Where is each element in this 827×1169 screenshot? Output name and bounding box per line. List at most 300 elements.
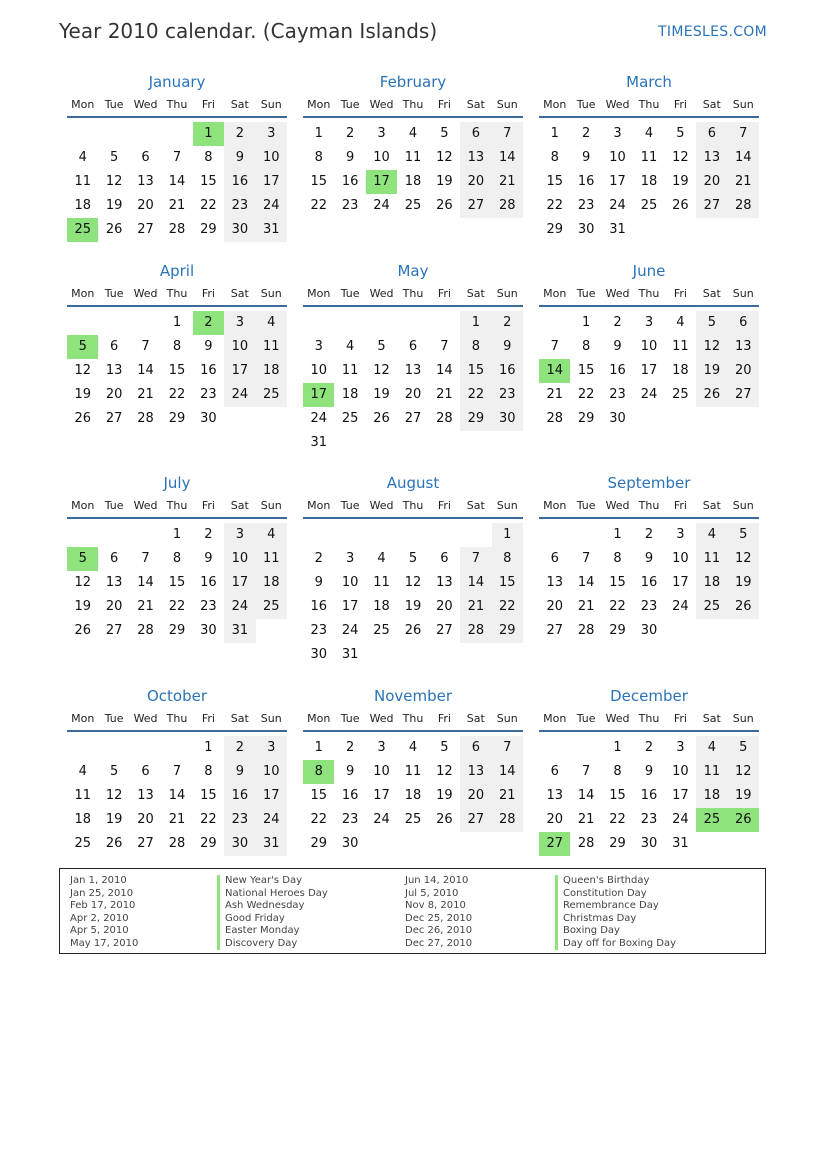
day-cell: 13 (137, 788, 154, 803)
day-cell: 21 (546, 387, 563, 402)
month-february (303, 70, 523, 262)
day-cell: 2 (204, 527, 213, 542)
day-cell: 29 (200, 222, 217, 237)
weekday-label: Mon (71, 499, 95, 512)
day-cell: 10 (672, 764, 689, 779)
day-cell: 10 (341, 575, 359, 590)
weekday-label: Thu (166, 712, 188, 725)
weekday-label: Sun (496, 499, 518, 512)
weekday-label: Fri (673, 287, 687, 300)
day-cell: 22 (609, 599, 626, 614)
day-cell: 26 (436, 198, 453, 213)
day-cell: 10 (256, 760, 287, 784)
weekday-label: Sat (230, 287, 249, 300)
day-cell: 29 (609, 623, 626, 638)
weekday-header (539, 708, 759, 732)
month-name: October (146, 687, 208, 705)
day-cell: 5 (676, 126, 685, 141)
day-cell: 9 (314, 575, 323, 590)
day-cell: 4 (408, 740, 418, 755)
day-cell: 28 (577, 623, 595, 638)
day-grid (539, 519, 759, 663)
day-cell: 24 (672, 599, 689, 614)
day-cell: 3 (676, 527, 685, 542)
day-cell: 9 (345, 150, 355, 165)
month-october (67, 684, 287, 876)
day-cell: 14 (168, 174, 186, 189)
weekday-label: Fri (201, 98, 215, 111)
weekday-label: Sun (496, 712, 518, 725)
day-cell: 5 (440, 126, 449, 141)
day-cell: 8 (204, 150, 213, 165)
day-cell: 3 (644, 315, 654, 330)
day-cell: 21 (492, 784, 523, 808)
day-cell: 18 (341, 387, 359, 402)
day-cell: 14 (728, 146, 759, 170)
weekday-label: Wed (605, 98, 630, 111)
day-cell: 18 (74, 812, 91, 827)
day-cell: 15 (310, 788, 327, 803)
day-cell: 30 (492, 407, 523, 431)
day-cell: 9 (581, 150, 591, 165)
day-cell: 19 (373, 387, 390, 402)
day-cell: 3 (377, 126, 386, 141)
weekday-label: Thu (638, 287, 660, 300)
day-cell: 1 (204, 740, 213, 755)
day-cell: 13 (105, 575, 123, 590)
day-cell: 6 (440, 551, 449, 566)
day-cell: 23 (577, 198, 595, 213)
day-cell: 11 (404, 150, 422, 165)
day-cell: 6 (550, 551, 559, 566)
day-cell: 24 (640, 387, 658, 402)
legend-date: Feb 17, 2010 (70, 900, 136, 911)
day-cell: 2 (224, 122, 255, 146)
day-cell: 1 (460, 311, 491, 335)
weekday-label: Wed (605, 287, 630, 300)
weekday-header (67, 94, 287, 118)
day-cell: 8 (581, 339, 591, 354)
weekday-label: Thu (638, 499, 660, 512)
day-cell: 21 (168, 198, 186, 213)
weekday-header (539, 495, 759, 519)
day-cell: 10 (609, 150, 626, 165)
day-cell: 2 (644, 527, 654, 542)
day-cell: 1 (613, 527, 622, 542)
day-cell: 20 (546, 599, 563, 614)
legend-holiday-name: National Heroes Day (217, 888, 328, 901)
weekday-label: Tue (340, 712, 360, 725)
day-cell: 6 (109, 339, 119, 354)
day-cell: 4 (256, 523, 287, 547)
day-cell: 13 (728, 335, 759, 359)
weekday-label: Thu (166, 287, 188, 300)
day-cell: 16 (224, 170, 255, 194)
day-cell: 22 (546, 198, 563, 213)
day-cell: 17 (224, 359, 255, 383)
weekday-label: Mon (543, 287, 567, 300)
day-cell: 1 (314, 740, 323, 755)
day-cell: 17 (609, 174, 626, 189)
weekday-label: Sun (732, 287, 754, 300)
day-cell: 5 (109, 150, 119, 165)
legend-date: Jan 25, 2010 (70, 887, 134, 899)
day-cell: 18 (404, 788, 422, 803)
holiday-day-cell: 25 (696, 808, 727, 832)
legend-holiday-name: Christmas Day (555, 913, 636, 926)
day-cell: 19 (74, 387, 91, 402)
day-cell: 31 (672, 836, 689, 851)
day-cell: 19 (436, 174, 453, 189)
day-cell: 24 (256, 808, 287, 832)
day-cell: 29 (609, 836, 626, 851)
weekday-label: Sat (466, 98, 485, 111)
month-may (303, 259, 523, 451)
day-cell: 26 (436, 812, 453, 827)
day-cell: 15 (460, 359, 491, 383)
day-cell: 9 (224, 760, 255, 784)
day-cell: 5 (696, 311, 727, 335)
weekday-label: Fri (673, 499, 687, 512)
weekday-label: Mon (71, 287, 95, 300)
day-cell: 27 (460, 808, 491, 832)
day-cell: 4 (644, 126, 654, 141)
weekday-label: Sun (732, 712, 754, 725)
holiday-day-cell: 25 (67, 218, 98, 242)
day-cell: 5 (408, 551, 418, 566)
day-cell: 15 (168, 363, 186, 378)
month-january (67, 70, 287, 262)
day-cell: 11 (373, 575, 390, 590)
day-cell: 9 (644, 551, 654, 566)
day-cell: 12 (404, 575, 422, 590)
holiday-day-cell: 2 (193, 311, 224, 335)
day-cell: 18 (373, 599, 390, 614)
month-name: February (379, 73, 447, 91)
day-cell: 6 (550, 764, 559, 779)
day-cell: 29 (492, 619, 523, 643)
month-july (67, 471, 287, 663)
legend-holiday-name: Easter Monday (217, 925, 300, 938)
day-cell: 14 (137, 363, 154, 378)
weekday-label: Wed (133, 499, 158, 512)
day-cell: 10 (373, 764, 390, 779)
weekday-label: Mon (307, 712, 331, 725)
day-cell: 30 (200, 623, 217, 638)
weekday-label: Sat (702, 98, 721, 111)
day-cell: 26 (728, 595, 759, 619)
day-cell: 6 (696, 122, 727, 146)
day-cell: 14 (492, 760, 523, 784)
day-cell: 13 (137, 174, 154, 189)
day-cell: 13 (696, 146, 727, 170)
weekday-label: Fri (673, 712, 687, 725)
site-link[interactable]: TIMESLES.COM (658, 24, 767, 40)
day-cell: 9 (613, 339, 622, 354)
day-cell: 27 (137, 836, 154, 851)
day-cell: 30 (200, 411, 217, 426)
day-cell: 1 (172, 527, 182, 542)
day-cell: 17 (224, 571, 255, 595)
day-cell: 12 (728, 547, 759, 571)
day-cell: 7 (581, 551, 591, 566)
day-cell: 2 (224, 736, 255, 760)
day-cell: 30 (640, 836, 658, 851)
day-cell: 30 (640, 623, 658, 638)
day-cell: 12 (373, 363, 390, 378)
day-cell: 21 (492, 170, 523, 194)
weekday-header (539, 283, 759, 307)
day-cell: 9 (644, 764, 654, 779)
day-cell: 1 (172, 315, 182, 330)
day-cell: 28 (577, 836, 595, 851)
day-cell: 16 (640, 788, 658, 803)
day-cell: 6 (728, 311, 759, 335)
weekday-label: Tue (104, 712, 124, 725)
day-cell: 17 (373, 788, 390, 803)
month-name: April (159, 262, 195, 280)
day-cell: 22 (310, 812, 327, 827)
day-grid (539, 732, 759, 876)
legend-date: Dec 25, 2010 (405, 912, 473, 924)
month-name: November (373, 687, 453, 705)
day-cell: 31 (256, 218, 287, 242)
weekday-header (303, 708, 523, 732)
weekday-label: Sat (702, 287, 721, 300)
legend-holiday-name: New Year's Day (217, 875, 302, 888)
day-cell: 28 (168, 836, 186, 851)
day-cell: 12 (436, 764, 453, 779)
day-cell: 7 (728, 122, 759, 146)
day-cell: 6 (460, 122, 491, 146)
day-cell: 15 (492, 571, 523, 595)
day-cell: 3 (224, 523, 255, 547)
day-cell: 9 (204, 551, 213, 566)
weekday-label: Thu (638, 712, 660, 725)
day-cell: 23 (609, 387, 626, 402)
day-cell: 6 (141, 764, 150, 779)
day-cell: 10 (672, 551, 689, 566)
legend-holiday-name: Good Friday (217, 913, 285, 926)
day-grid (303, 307, 523, 451)
day-cell: 21 (728, 170, 759, 194)
day-cell: 1 (613, 740, 622, 755)
day-cell: 13 (460, 760, 491, 784)
day-cell: 19 (672, 174, 689, 189)
month-june (539, 259, 759, 451)
day-cell: 26 (74, 411, 91, 426)
weekday-label: Sun (496, 98, 518, 111)
day-cell: 11 (640, 150, 658, 165)
day-cell: 8 (492, 547, 523, 571)
day-grid (67, 307, 287, 451)
day-cell: 14 (137, 575, 154, 590)
day-cell: 16 (640, 575, 658, 590)
day-cell: 3 (613, 126, 622, 141)
day-cell: 11 (256, 335, 287, 359)
weekday-label: Fri (201, 499, 215, 512)
legend-date: Jul 5, 2010 (405, 887, 459, 899)
day-cell: 15 (577, 363, 595, 378)
day-cell: 2 (613, 315, 622, 330)
day-cell: 25 (341, 411, 359, 426)
day-cell: 28 (137, 411, 154, 426)
day-cell: 4 (78, 764, 87, 779)
weekday-label: Wed (133, 287, 158, 300)
day-cell: 3 (345, 551, 355, 566)
month-name: January (148, 73, 206, 91)
day-cell: 1 (550, 126, 559, 141)
legend-date: Apr 5, 2010 (70, 925, 129, 936)
day-cell: 8 (204, 764, 213, 779)
month-name: September (607, 474, 691, 492)
day-cell: 14 (436, 363, 453, 378)
day-cell: 13 (436, 575, 453, 590)
day-cell: 18 (404, 174, 422, 189)
day-cell: 24 (672, 812, 689, 827)
day-cell: 4 (676, 315, 685, 330)
day-cell: 25 (404, 812, 422, 827)
day-cell: 15 (310, 174, 327, 189)
day-cell: 17 (256, 784, 287, 808)
day-cell: 30 (577, 222, 595, 237)
day-cell: 28 (728, 194, 759, 218)
day-cell: 20 (105, 387, 123, 402)
day-cell: 20 (728, 359, 759, 383)
day-cell: 20 (137, 812, 154, 827)
weekday-header (67, 708, 287, 732)
day-cell: 31 (256, 832, 287, 856)
day-cell: 22 (200, 198, 217, 213)
day-cell: 25 (404, 198, 422, 213)
weekday-label: Tue (104, 499, 124, 512)
day-cell: 6 (408, 339, 418, 354)
weekday-header (67, 283, 287, 307)
day-grid (539, 307, 759, 451)
day-cell: 25 (640, 198, 658, 213)
day-cell: 7 (440, 339, 449, 354)
day-cell: 21 (460, 595, 491, 619)
weekday-label: Sat (230, 712, 249, 725)
weekday-label: Mon (71, 98, 95, 111)
day-cell: 10 (640, 339, 658, 354)
day-cell: 31 (341, 647, 359, 662)
weekday-label: Fri (201, 712, 215, 725)
day-cell: 8 (460, 335, 491, 359)
day-cell: 12 (74, 575, 91, 590)
day-cell: 28 (492, 194, 523, 218)
day-cell: 12 (105, 174, 123, 189)
month-name: May (397, 262, 429, 280)
day-cell: 10 (310, 363, 327, 378)
weekday-header (303, 94, 523, 118)
day-cell: 16 (200, 575, 217, 590)
weekday-label: Sun (260, 287, 282, 300)
day-cell: 24 (224, 595, 255, 619)
weekday-label: Fri (437, 98, 451, 111)
weekday-label: Fri (437, 499, 451, 512)
month-name: August (386, 474, 440, 492)
day-grid (67, 118, 287, 262)
weekday-label: Mon (543, 712, 567, 725)
day-cell: 8 (613, 764, 622, 779)
day-cell: 4 (696, 523, 727, 547)
weekday-label: Sat (230, 98, 249, 111)
legend-holiday-name: Day off for Boxing Day (555, 938, 676, 951)
day-cell: 26 (105, 836, 123, 851)
day-cell: 7 (581, 764, 591, 779)
day-cell: 22 (460, 383, 491, 407)
day-cell: 4 (256, 311, 287, 335)
weekday-label: Thu (402, 287, 424, 300)
day-cell: 19 (436, 788, 453, 803)
day-cell: 15 (546, 174, 563, 189)
holiday-legend (59, 868, 766, 954)
weekday-label: Wed (369, 499, 394, 512)
weekday-label: Tue (576, 98, 596, 111)
day-cell: 24 (373, 198, 390, 213)
day-cell: 3 (256, 122, 287, 146)
legend-holiday-name: Ash Wednesday (217, 900, 304, 913)
weekday-label: Sun (732, 499, 754, 512)
day-cell: 1 (492, 523, 523, 547)
day-cell: 21 (137, 387, 154, 402)
day-cell: 19 (105, 198, 123, 213)
day-cell: 23 (640, 812, 658, 827)
day-cell: 2 (345, 126, 355, 141)
day-cell: 4 (78, 150, 87, 165)
weekday-label: Tue (104, 287, 124, 300)
day-cell: 27 (105, 623, 123, 638)
day-cell: 5 (109, 764, 119, 779)
day-cell: 18 (74, 198, 91, 213)
day-cell: 8 (172, 551, 182, 566)
day-cell: 16 (341, 788, 359, 803)
day-cell: 4 (696, 736, 727, 760)
holiday-day-cell: 17 (303, 383, 334, 407)
legend-holiday-name: Queen's Birthday (555, 875, 649, 888)
day-cell: 11 (696, 547, 727, 571)
day-cell: 2 (492, 311, 523, 335)
day-cell: 12 (728, 760, 759, 784)
holiday-day-cell: 27 (539, 832, 570, 856)
day-cell: 18 (256, 359, 287, 383)
day-cell: 16 (310, 599, 327, 614)
day-cell: 23 (492, 383, 523, 407)
legend-holiday-name: Remembrance Day (555, 900, 659, 913)
day-cell: 25 (672, 387, 689, 402)
legend-date: Dec 27, 2010 (405, 937, 473, 949)
day-cell: 25 (256, 595, 287, 619)
day-cell: 28 (168, 222, 186, 237)
day-cell: 10 (224, 547, 255, 571)
weekday-label: Sat (702, 499, 721, 512)
weekday-header (303, 495, 523, 519)
day-cell: 20 (460, 170, 491, 194)
day-cell: 6 (109, 551, 119, 566)
day-cell: 27 (546, 623, 563, 638)
day-cell: 24 (310, 411, 327, 426)
day-cell: 29 (460, 407, 491, 431)
weekday-label: Sun (732, 98, 754, 111)
day-cell: 27 (137, 222, 154, 237)
weekday-header (67, 495, 287, 519)
weekday-label: Sat (702, 712, 721, 725)
day-cell: 7 (141, 551, 150, 566)
day-cell: 19 (728, 784, 759, 808)
day-cell: 26 (74, 623, 91, 638)
weekday-label: Sun (496, 287, 518, 300)
